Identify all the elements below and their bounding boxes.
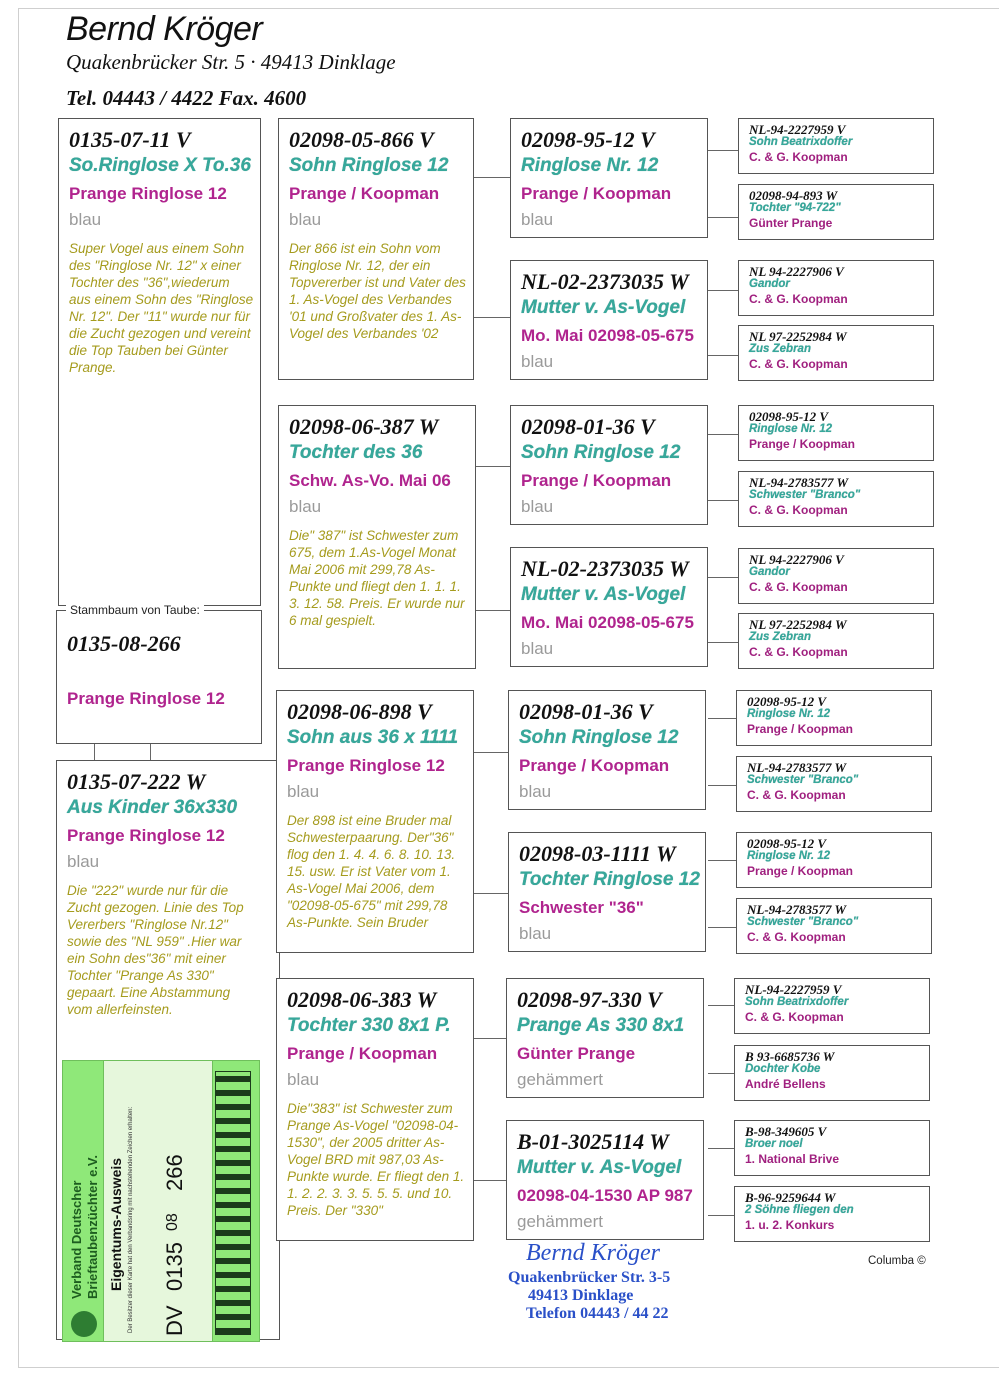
pigeon-name: Schwester "Branco" bbox=[747, 916, 859, 928]
description: Der 866 ist ein Sohn vom Ringlose Nr. 12, der ein Topvererber ist und Vater des 1. As-Vogel des Verbandes '01 und Großvater des 1. As-Vogel des Verbandes '02 bbox=[289, 241, 466, 341]
pigeon-name: Dochter Kobe bbox=[745, 1063, 821, 1075]
breeder: Prange Ringlose 12 bbox=[67, 826, 225, 845]
owner-phone: Tel. 04443 / 4422 Fax. 4600 bbox=[66, 86, 307, 110]
grandparent-box bbox=[510, 118, 708, 238]
pigeon-name: Sohn Ringlose 12 bbox=[521, 442, 681, 463]
color: blau bbox=[521, 639, 554, 658]
color: gehämmert bbox=[517, 1212, 603, 1231]
great-grandparent-box bbox=[736, 756, 932, 812]
pigeon-name: Tochter des 36 bbox=[289, 442, 423, 463]
pigeon-name: Mutter v. As-Vogel bbox=[521, 297, 686, 318]
ring-number: 02098-01-36 V bbox=[519, 699, 653, 724]
breeder: C. & G. Koopman bbox=[749, 150, 848, 164]
pigeon-name: Sohn Ringlose 12 bbox=[289, 155, 449, 176]
great-grandparent-box bbox=[736, 690, 932, 746]
signature-stamp bbox=[508, 1240, 718, 1323]
pigeon-name: 2 Söhne fliegen den bbox=[745, 1204, 854, 1216]
breeder: C. & G. Koopman bbox=[747, 788, 846, 802]
columba-credit: Columba © bbox=[868, 1255, 926, 1267]
great-grandparent-box bbox=[738, 405, 934, 461]
ring-number: 02098-95-12 V bbox=[747, 694, 827, 709]
description: Der 898 ist eine Bruder mal Schwesterpaarung. Der"36" flog den 1. 4. 4. 6. 8. 10. 13. 15. usw. Er ist Vater vom 1. As-Vogel Mai 2006, dem "02098-05-675" mit 299,78 As-Punkte. Sein Bruder bbox=[287, 813, 456, 930]
breeder: Prange Ringlose 12 bbox=[67, 689, 225, 708]
owner-name: Bernd Kröger bbox=[66, 10, 263, 48]
pigeon-name: Prange As 330 8x1 bbox=[517, 1015, 685, 1036]
ring-number: NL 94-2227906 V bbox=[749, 264, 844, 279]
breeder: Günter Prange bbox=[749, 216, 833, 230]
breeder: Prange / Koopman bbox=[287, 1044, 438, 1063]
ring-number: 02098-01-36 V bbox=[521, 414, 655, 439]
breeder: Mo. Mai 02098-05-675 bbox=[521, 326, 694, 345]
stammbaum-label: Stammbaum von Taube: bbox=[66, 603, 204, 617]
great-grandparent-box bbox=[736, 898, 932, 954]
great-grandparent-box bbox=[738, 260, 934, 316]
stammbaum-box bbox=[56, 610, 262, 744]
pigeon-name: Tochter "94-722" bbox=[749, 202, 841, 214]
breeder: Günter Prange bbox=[517, 1044, 636, 1063]
pigeon-name: Ringlose Nr. 12 bbox=[747, 850, 831, 862]
color: blau bbox=[67, 852, 100, 871]
breeder: Prange Ringlose 12 bbox=[69, 184, 227, 203]
ring-number: 02098-06-383 W bbox=[287, 987, 437, 1012]
description: Die" 387" ist Schwester zum 675, dem 1.As-Vogel Monat Mai 2006 mit 299,78 As-Punkte und fliegt den 1. 1. 1. 3. 12. 58. Preis. Er wurde nur 6 mal gespielt. bbox=[289, 528, 465, 628]
breeder: C. & G. Koopman bbox=[749, 357, 848, 371]
pigeon-name: Sohn Beatrixdoffer bbox=[749, 136, 853, 148]
stamp-line1: Quakenbrücker Str. 3-5 bbox=[508, 1269, 671, 1286]
description: Die "222" wurde nur für die Zucht gezogen. Linie des Top Vererbers "Ringlose Nr.12" sowie des "NL 959" .Hier war ein Sohn des"36" mit einer Tochter "Prange As 330" gepaart. Eine Abstammung vom allerfeinsten. bbox=[67, 883, 244, 1017]
grandparent-box bbox=[510, 547, 708, 667]
breeder: 02098-04-1530 AP 987 bbox=[517, 1186, 693, 1205]
pigeon-name: Ringlose Nr. 12 bbox=[749, 423, 833, 435]
ring-number: NL 94-2227906 V bbox=[749, 552, 844, 567]
breeder: C. & G. Koopman bbox=[749, 580, 848, 594]
great-grandparent-box bbox=[734, 978, 930, 1034]
great-grandparent-box bbox=[734, 1186, 930, 1242]
breeder: C. & G. Koopman bbox=[749, 503, 848, 517]
pigeon-name: Broer noel bbox=[745, 1138, 803, 1150]
pigeon-name: Zus Zebran bbox=[749, 343, 811, 355]
pigeon-name: So.Ringlose X To.36 bbox=[69, 155, 251, 176]
ring-number: NL-94-2783577 W bbox=[747, 760, 847, 775]
pigeon-name: Schwester "Branco" bbox=[747, 774, 859, 786]
pigeon-name: Ringlose Nr. 12 bbox=[521, 155, 659, 176]
breeder: Prange / Koopman bbox=[521, 184, 672, 203]
great-grandparent-box bbox=[738, 184, 934, 240]
great-grandparent-box bbox=[736, 832, 932, 888]
color: blau bbox=[287, 782, 320, 801]
card-ring-club: 0135 bbox=[162, 1242, 187, 1291]
great-grandparent-box bbox=[738, 548, 934, 604]
description: Die"383" ist Schwester zum Prange As-Vogel "02098-04-1530", der 2005 dritter As-Vogel BRD mit 987,03 As-Punkte wurde. Er fliegt den 1. 1. 2. 2. 3. 3. 5. 5. 5. und 10. Preis. Der "330" bbox=[287, 1101, 465, 1218]
ring-number: 0135-07-222 W bbox=[67, 769, 206, 794]
great-grandparent-box bbox=[734, 1120, 930, 1176]
parent-box bbox=[276, 978, 474, 1241]
ring-number: 02098-97-330 V bbox=[517, 987, 662, 1012]
description: Super Vogel aus einem Sohn des "Ringlose Nr. 12" x einer Tochter des "36",wiederum aus einem Sohn des "Ringlose Nr. 12". Der "11" wurde nur für die Zucht gezogen und vereint die Top Tauben bei Günter Prange. bbox=[69, 241, 254, 375]
card-org-line2: Brieftaubenzüchter e.V. bbox=[85, 1154, 100, 1299]
ownership-card bbox=[62, 1060, 260, 1342]
great-grandparent-box bbox=[738, 325, 934, 381]
grandparent-box bbox=[506, 1120, 704, 1240]
card-ring-number: 266 bbox=[162, 1154, 187, 1191]
breeder: 1. u. 2. Konkurs bbox=[745, 1218, 835, 1232]
color: blau bbox=[69, 210, 102, 229]
parent-box bbox=[278, 118, 474, 380]
card-small-print: Der Besitzer dieser Karte hat den Verbandsring mit nachstehenden Zeichen erhalten: bbox=[128, 1106, 134, 1333]
ring-number: NL-02-2373035 W bbox=[521, 556, 689, 581]
ring-number: NL-02-2373035 W bbox=[521, 269, 689, 294]
pigeon-name: Tochter Ringlose 12 bbox=[519, 869, 700, 890]
breeder: Prange / Koopman bbox=[749, 437, 856, 451]
ring-number: B-96-9259644 W bbox=[745, 1190, 836, 1205]
breeder: Schw. As-Vo. Mai 06 bbox=[289, 471, 451, 490]
card-org-line1: Verband Deutscher bbox=[69, 1180, 84, 1299]
ring-number: NL-94-2227959 V bbox=[749, 122, 846, 137]
card-title: Eigentums-Ausweis bbox=[108, 1157, 124, 1291]
ring-number: 02098-03-1111 W bbox=[519, 841, 676, 866]
ring-number: 02098-06-898 V bbox=[287, 699, 432, 724]
breeder: André Bellens bbox=[745, 1077, 826, 1091]
pigeon-name: Schwester "Branco" bbox=[749, 489, 861, 501]
ring-number: 0135-07-11 V bbox=[69, 127, 191, 152]
color: blau bbox=[521, 497, 554, 516]
color: blau bbox=[287, 1070, 320, 1089]
parent-box bbox=[276, 690, 474, 953]
ring-number: NL-94-2783577 W bbox=[749, 475, 849, 490]
pigeon-name: Gandor bbox=[749, 278, 790, 290]
card-ring-panel bbox=[103, 1061, 213, 1341]
grandparent-box bbox=[510, 260, 708, 380]
breeder: 1. National Brive bbox=[745, 1152, 840, 1166]
great-grandparent-box bbox=[738, 471, 934, 527]
grandparent-box bbox=[506, 978, 704, 1098]
card-ring-pattern bbox=[215, 1071, 251, 1335]
breeder: C. & G. Koopman bbox=[745, 1010, 844, 1024]
ring-number: NL 97-2252984 W bbox=[749, 329, 847, 344]
pigeon-name: Aus Kinder 36x330 bbox=[67, 797, 238, 818]
ring-number: NL-94-2783577 W bbox=[747, 902, 847, 917]
pigeon-name: Ringlose Nr. 12 bbox=[747, 708, 831, 720]
grandparent-box bbox=[508, 690, 706, 810]
owner-address: Quakenbrücker Str. 5 · 49413 Dinklage bbox=[66, 50, 396, 74]
breeder: C. & G. Koopman bbox=[749, 645, 848, 659]
stamp-line2: 49413 Dinklage bbox=[528, 1287, 634, 1304]
ring-number: 02098-95-12 V bbox=[749, 409, 829, 424]
ring-number: NL 97-2252984 W bbox=[749, 617, 847, 632]
parent-box bbox=[278, 405, 476, 669]
great-grandparent-box bbox=[738, 118, 934, 174]
color: gehämmert bbox=[517, 1070, 603, 1089]
pigeon-name: Sohn aus 36 x 1111 bbox=[287, 727, 459, 748]
pigeon-name: Gandor bbox=[749, 566, 790, 578]
breeder: Prange / Koopman bbox=[747, 722, 854, 736]
grandparent-box bbox=[508, 832, 706, 952]
color: blau bbox=[289, 497, 322, 516]
breeder: Prange / Koopman bbox=[747, 864, 854, 878]
breeder: Prange / Koopman bbox=[289, 184, 440, 203]
ring-number: 02098-05-866 V bbox=[289, 127, 434, 152]
ring-number: B-01-3025114 W bbox=[517, 1129, 669, 1154]
color: blau bbox=[519, 924, 552, 943]
ring-number: B-98-349605 V bbox=[745, 1124, 827, 1139]
ring-number: NL-94-2227959 V bbox=[745, 982, 842, 997]
breeder: Mo. Mai 02098-05-675 bbox=[521, 613, 694, 632]
pigeon-name: Zus Zebran bbox=[749, 631, 811, 643]
breeder: C. & G. Koopman bbox=[747, 930, 846, 944]
signature: Bernd Kröger bbox=[526, 1240, 660, 1266]
pigeon-name: Mutter v. As-Vogel bbox=[521, 584, 686, 605]
pigeon-name: Sohn Beatrixdoffer bbox=[745, 996, 849, 1008]
subject-box bbox=[58, 118, 261, 606]
breeder: Prange / Koopman bbox=[521, 471, 672, 490]
pigeon-name: Tochter 330 8x1 P. bbox=[287, 1015, 451, 1036]
great-grandparent-box bbox=[734, 1045, 930, 1101]
card-ring-dv: DV bbox=[162, 1305, 187, 1336]
card-ring-year: 08 bbox=[164, 1213, 181, 1231]
stamp-line3: Telefon 04443 / 44 22 bbox=[526, 1305, 669, 1322]
breeder: Prange Ringlose 12 bbox=[287, 756, 445, 775]
color: blau bbox=[521, 210, 554, 229]
ring-number: 02098-95-12 V bbox=[521, 127, 655, 152]
ring-number: 02098-95-12 V bbox=[747, 836, 827, 851]
ring-number: 02098-06-387 W bbox=[289, 414, 439, 439]
grandparent-box bbox=[510, 405, 708, 525]
great-grandparent-box bbox=[738, 613, 934, 669]
color: blau bbox=[289, 210, 322, 229]
breeder: Prange / Koopman bbox=[519, 756, 670, 775]
color: blau bbox=[519, 782, 552, 801]
breeder: C. & G. Koopman bbox=[749, 292, 848, 306]
pigeon-name: Sohn Ringlose 12 bbox=[519, 727, 679, 748]
ring-number: B 93-6685736 W bbox=[745, 1049, 835, 1064]
association-logo bbox=[71, 1311, 97, 1337]
ring-number: 02098-94-893 W bbox=[749, 188, 838, 203]
breeder: Schwester "36" bbox=[519, 898, 644, 917]
color: blau bbox=[521, 352, 554, 371]
ring-number: 0135-08-266 bbox=[67, 631, 181, 656]
pigeon-name: Mutter v. As-Vogel bbox=[517, 1157, 682, 1178]
